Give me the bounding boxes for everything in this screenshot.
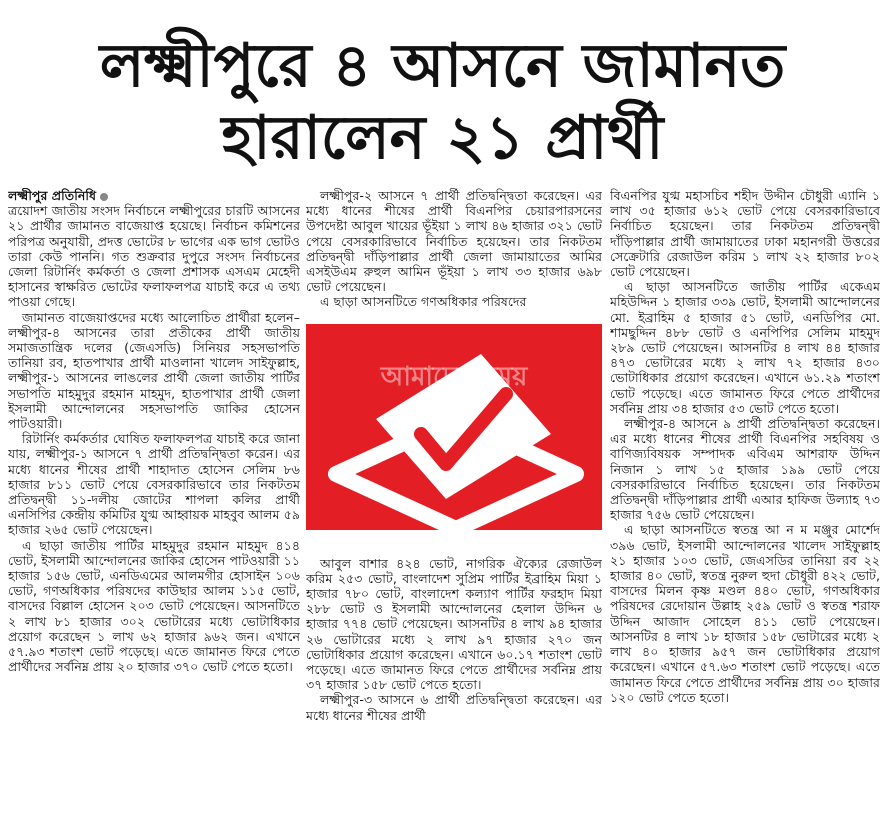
bullet-icon — [100, 193, 108, 201]
paragraph: লক্ষ্মীপুর-৪ আসনে ৯ প্রার্থী প্রতিদ্বন্দ্বিতা করেছেন। এর মধ্যে ধানের শীষের প্রার্থী বিএনপির সহবিষয় ও বাণিজ্যবিষয়ক সম্পাদক এবিএম আশরাফ উদ্দিন নিজান ১ লাখ ১৫ হাজার ১৯৯ ভোট পেয়ে বেসরকারিভাবে নির্বাচিত হয়েছেন। তার নিকটতম প্রতিদ্বন্দ্বী দাঁড়িপাল্লার প্রার্থী এআর হাফিজ উল্যাহ ৭৩ হাজার ৭৫৬ ভোট পেয়েছেন। — [610, 416, 880, 523]
paragraph: এ ছাড়া আসনটিতে জাতীয় পার্টির একেএম মহিউদ্দিন ১ হাজার ৩৩৯ ভোট, ইসলামী আন্দোলনের মো. ইব্রাহিম ৫ হাজার ৫১ ভোট, এনডিপির মো. শামছুদ্দিন ৪৮৮ ভোট ও এনপিপির সেলিম মাহমুদ ২৮৯ ভোট পেয়েছেন। আসনটির ৪ লাখ ৪৪ হাজার ৪৭৩ ভোটারের মধ্যে ২ লাখ ৭২ হাজার ৪৩০ ভোটাধিকার প্রয়োগ করেছেন। এখানে ৬১.২৯ শতাংশ ভোট পড়েছে। এতে জামানত ফিরে পেতে প্রার্থীদের সর্বনিম্ন প্রায় ৩৪ হাজার ৫৩ ভোট পেতে হতো। — [610, 279, 880, 416]
watermark: আমাদের সময় — [380, 361, 528, 392]
paragraph: আবুল বাশার ৪২৪ ভোট, নাগরিক ঐক্যের রেজাউল করিম ২৫৩ ভোট, বাংলাদেশ সুপ্রিম পার্টির ইব্রাহিম মিয়া ১ হাজার ৭৮০ ভোট, বাংলাদেশ কল্যাণ পার্টির ফরহাদ মিয়া ২৮৮ ভোট ও ইসলামী আন্দোলনের হেলাল উদ্দিন ৬ হাজার ৭৭৪ ভোট পেয়েছেন। আসনটির ৪ লাখ ৯৪ হাজার ২৬ ভোটারের মধ্যে ২ লাখ ৯৭ হাজার ২৭০ জন ভোটাধিকার প্রয়োগ করেছেন। এখানে ৬০.১৭ শতাংশ ভোট পড়েছে। এতে জামানত ফিরে পেতে প্রার্থীদের সর্বনিম্ন প্রায় ৩৭ হাজার ১৫৮ ভোট পেতে হতো। — [306, 555, 602, 693]
headline-line-1: লক্ষ্মীপুরে ৪ আসনে জামানত — [99, 31, 786, 101]
paragraph: রিটার্নিং কর্মকর্তার ঘোষিত ফলাফলপত্র যাচাই করে জানা যায়, লক্ষ্মীপুর-১ আসনে ৭ প্রার্থী প্রতিদ্বন্দ্বিতা করেন। এর মধ্যে ধানের শীষের প্রার্থী শাহাদাত হোসেন সেলিম ৮৬ হাজার ৮১১ ভোট পেয়ে বেসরকারিভাবে তার নিকটতম প্রতিদ্বন্দ্বী ১১-দলীয় জোটের শাপলা কলির প্রার্থী এনসিপির কেন্দ্রীয় কমিটির যুগ্ম আহ্বায়ক মাহবুব আলম ৫৯ হাজার ২৬৫ ভোট পেয়েছেন। — [8, 431, 300, 538]
paragraph: এ ছাড়া জাতীয় পার্টির মাহমুদুর রহমান মাহমুদ ৪১৪ ভোট, ইসলামী আন্দোলনের জাকির হোসেন পাটওয়ারী ১১ হাজার ১৫৬ ভোট, এনডিএমের আলমগীর হোসাইন ১০৬ ভোট, গণঅধিকার পরিষদের কাউছার আলম ১১৫ ভোট, বাসদের বিল্লাল হোসেন ২০৩ ভোট পেয়েছেন। আসনটিতে ২ লাখ ৮১ হাজার ৩০২ ভোটারের মধ্যে ভোটাধিকার প্রয়োগ করেছেন ১ লাখ ৬২ হাজার ৯৬২ জন। এখানে ৫৭.৯৩ শতাংশ ভোট পড়েছে। এতে জামানত ফিরে পেতে প্রার্থীদের সর্বনিম্ন প্রায় ২০ হাজার ৩৭০ ভোট পেতে হতো। — [8, 537, 300, 675]
byline-text: লক্ষ্মীপুর প্রতিনিধি — [8, 188, 97, 203]
article-column-1 — [8, 188, 300, 831]
headline — [0, 30, 885, 174]
byline — [8, 188, 300, 203]
paragraph: এ ছাড়া আসনটিতে গণঅধিকার পরিষদের — [320, 294, 527, 310]
headline-line-2: হারালেন ২১ প্রার্থী — [221, 103, 664, 173]
paragraph: এ ছাড়া আসনটিতে স্বতন্ত্র আ ন ম মঞ্জুর মোর্শেদ ৩৯৬ ভোট, ইসলামী আন্দোলনের খালেদ সাইফুল্লাহ ২১ হাজার ১০৩ ভোট, জেএসডির তানিয়া রব ২২ হাজার ৪০ ভোট, স্বতন্ত্র নুরুল হুদা চৌধুরী ৪২২ ভোট, বাসদের মিলন কৃষ্ণ মণ্ডল ৪৪০ ভোট, গণঅধিকার পরিষদের রেদোয়ান উল্লাহ ২৫৯ ভোট ও স্বতন্ত্র শরাফ উদ্দিন আজাদ সোহেল ৪১১ ভোট পেয়েছেন। আসনটির ৪ লাখ ১৮ হাজার ১৫৮ ভোটারের মধ্যে ২ লাখ ৪০ হাজার ৯৫৭ জন ভোটাধিকার প্রয়োগ করেছেন। এখানে ৫৭.৬৩ শতাংশ ভোট পড়েছে। এতে জামানত ফিরে পেতে প্রার্থীদের সর্বনিম্ন প্রায় ৩০ হাজার ১২০ ভোট পেতে হতো। — [610, 522, 880, 705]
paragraph: লক্ষ্মীপুর-২ আসনে ৭ প্রার্থী প্রতিদ্বন্দ্বিতা করেছেন। এর মধ্যে ধানের শীষের প্রার্থী বিএনপির চেয়ারপারসনের উপদেষ্টা আবুল খায়ের ভূঁইয়া ১ লাখ ৪৬ হাজার ৩২১ ভোট পেয়ে বেসরকারিভাবে নির্বাচিত হয়েছেন। তার নিকটতম প্রতিদ্বন্দ্বী দাঁড়িপাল্লার প্রার্থী জেলা জামায়াতের আমির এসইউএম রুহুল আমিন ভূঁইয়া ১ লাখ ৩৩ হাজার ৬৯৮ ভোট পেয়েছেন। — [306, 188, 602, 295]
paragraph: জামানত বাজেয়াপ্তদের মধ্যে আলোচিত প্রার্থীরা হলেন– লক্ষ্মীপুর-৪ আসনের তারা প্রতীকের প্রার্থী জাতীয় সমাজতান্ত্রিক দলের (জেএসডি) সিনিয়র সহসভাপতি তানিয়া রব, হাতপাখার প্রার্থী মাওলানা খালেদ সাইফুল্লাহ, লক্ষ্মীপুর-১ আসনের লাঙলের প্রার্থী জেলা জাতীয় পার্টির সভাপতি মাহমুদুর রহমান মাহমুদ, হাতপাখার প্রার্থী জেলা ইসলামী আন্দোলনের সহসভাপতি জাকির হোসেন পাটওয়ারী। — [8, 309, 300, 432]
paragraph: লক্ষ্মীপুর-৩ আসনে ৬ প্রার্থী প্রতিদ্বন্দ্বিতা করেছেন। এর মধ্যে ধানের শীষের প্রার্থী — [306, 692, 602, 723]
article-column-2 — [306, 188, 602, 831]
paragraph: বিএনপির যুগ্ম মহাসচিব শহীদ উদ্দীন চৌধুরী এ্যানি ১ লাখ ৩৫ হাজার ৬১২ ভোট পেয়ে বেসরকারিভাবে নির্বাচিত হয়েছেন। তার নিকটতম প্রতিদ্বন্দ্বী দাঁড়িপাল্লার প্রার্থী জামায়াতের ঢাকা মহানগরী উত্তরের সেক্রেটারি রেজাউল করিম ১ লাখ ২২ হাজার ৮০২ ভোট পেয়েছেন। — [610, 188, 880, 280]
ballot-box-checkmark-icon — [306, 324, 602, 530]
ballot-photo — [306, 324, 602, 530]
paragraph: ত্রয়োদশ জাতীয় সংসদ নির্বাচনে লক্ষ্মীপুরের চারটি আসনের ২১ প্রার্থীর জামানত বাজেয়াপ্ত হয়েছে। নির্বাচন কমিশনের পরিপত্র অনুযায়ী, প্রদত্ত ভোটের ৮ ভাগের এক ভাগ ভোটও তারা কেউ পাননি। গত শুক্রবার দুপুরে সংসদ নির্বাচনের জেলা রিটার্নিং কর্মকর্তা ও জেলা প্রশাসক এসএম মেহেদী হাসানের স্বাক্ষরিত ভোটের ফলাফলপত্র যাচাই করে এ তথ্য পাওয়া গেছে। — [8, 203, 300, 310]
article-column-3 — [610, 188, 880, 831]
